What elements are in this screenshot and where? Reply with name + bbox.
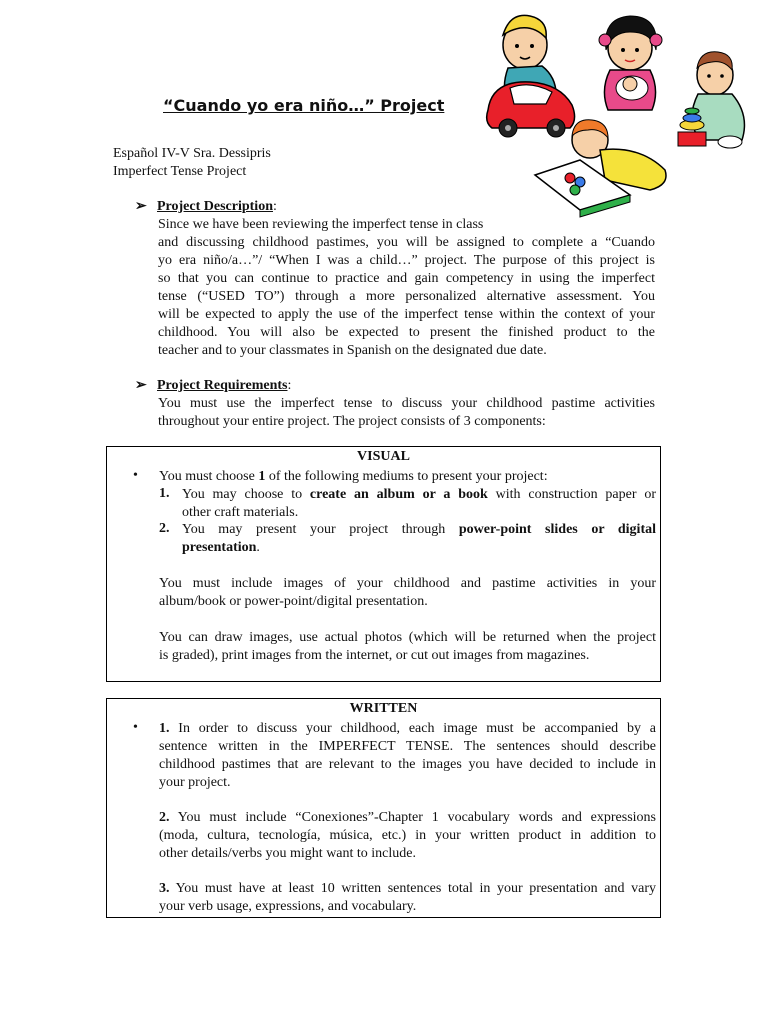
project-requirements-heading: ➢ Project Requirements: <box>135 378 292 393</box>
arrow-bullet-icon: ➢ <box>135 199 147 214</box>
girl-with-baby-icon <box>599 16 662 110</box>
visual-image-sources: You can draw images, use actual photos (which will be returned when the project is graded), print images from the internet, or cut out images from magazines. <box>159 630 656 663</box>
course-line: Español IV-V Sra. Dessipris <box>113 146 271 161</box>
visual-component-box <box>106 446 661 682</box>
section-label: Project Description <box>157 199 273 214</box>
written-component-box <box>106 698 661 918</box>
project-description-text: Since we have been reviewing the imperfect tense in class and discussing childhood pastimes, you will be assigned to complete a “Cuando yo era niño/a…”/ “When I was a child…” project. The purpose of this project is so that you can continue to practice and gain competency in using the imperfect tense (“USED TO”) through a more personalized alternative assessment. You will be expected to apply the use of the imperfect tense within the context of your childhood. You will also be expected to present the finished product to the teacher and to your classmates in Spanish on the designated due date. <box>158 217 655 358</box>
boy-with-toys-icon <box>678 52 744 148</box>
written-box-title: WRITTEN <box>349 701 418 716</box>
boy-with-car-icon <box>487 15 575 137</box>
visual-images-requirement: You must include images of your childhood and pastime activities in your album/book or power-point/digital presentation. <box>159 576 656 609</box>
section-label: Project Requirements <box>157 378 288 393</box>
written-requirement-1: 1. In order to discuss your childhood, each image must be accompanied by a sentence written in the IMPERFECT TENSE. The sentences should describe childhood pastimes that are relevant to the images you have decided to include in your project. <box>159 721 656 790</box>
arrow-bullet-icon: ➢ <box>135 378 147 393</box>
page-title: “Cuando yo era niño…” Project <box>163 96 445 115</box>
written-requirement-2: 2. You must include “Conexiones”-Chapter 1 vocabulary words and expressions (moda, cultura, tecnología, música, etc.) in your written product in addition to other details/verbs you might want to include. <box>159 810 656 861</box>
visual-option-album: You may choose to create an album or a book with construction paper or other craft materials. <box>182 487 656 520</box>
project-requirements-text: You must use the imperfect tense to discuss your childhood pastime activities throughout your entire project. The project consists of 3 components: <box>158 396 655 429</box>
project-description-heading: ➢ Project Description: <box>135 199 277 214</box>
written-requirement-3: 3. You must have at least 10 written sentences total in your presentation and vary your verb usage, expressions, and vocabulary. <box>159 881 656 914</box>
visual-box-title: VISUAL <box>357 449 410 464</box>
bullet-icon: • <box>133 468 138 483</box>
visual-intro: You must choose 1 of the following mediums to present your project: <box>159 469 548 484</box>
bullet-icon: • <box>133 720 138 735</box>
list-number: 2. <box>159 521 170 536</box>
list-number: 1. <box>159 486 170 501</box>
visual-option-presentation: You may present your project through power-point slides or digital presentation. <box>182 522 656 555</box>
project-subtitle: Imperfect Tense Project <box>113 164 247 179</box>
children-clipart-illustration <box>480 10 755 220</box>
